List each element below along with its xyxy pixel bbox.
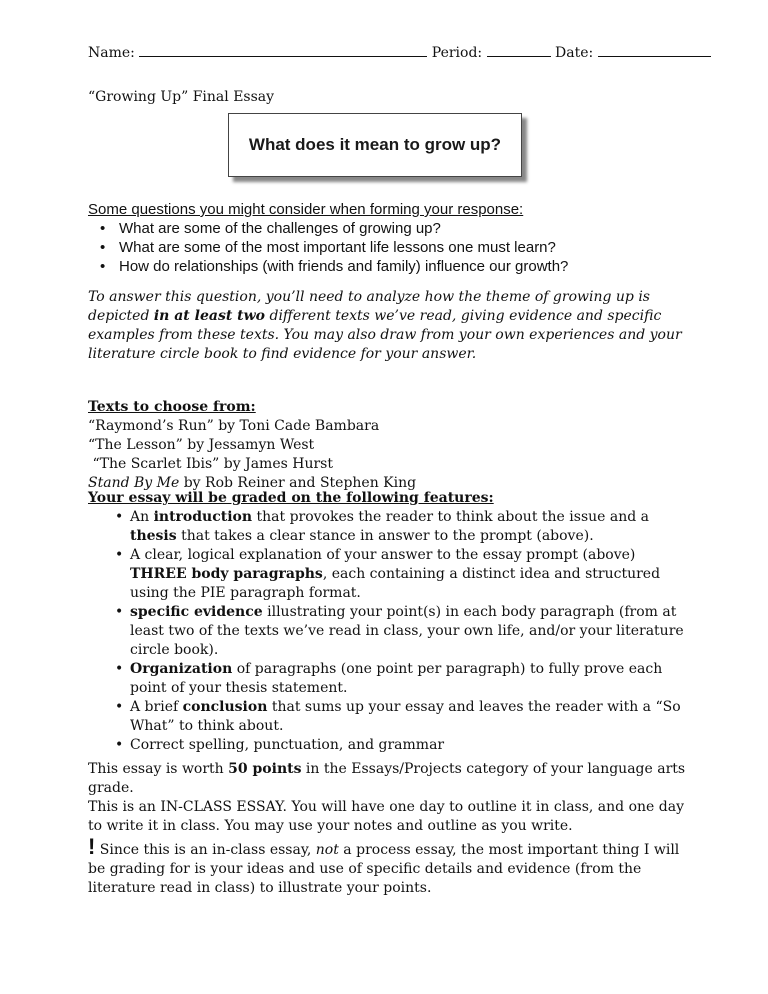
questions-lead: Some questions you might consider when forming your response: — [88, 201, 524, 218]
text-item-credit: by Rob Reiner and Stephen King — [179, 475, 417, 491]
points-value: 50 points — [228, 761, 302, 777]
list-item: • How do relationships (with friends and family) influence our growth? — [88, 257, 688, 276]
header-line — [88, 42, 680, 63]
texts-section — [88, 398, 684, 493]
list-item: • A brief conclusion that sums up your essay and leaves the reader with a “So What” to think about. — [88, 698, 684, 736]
questions-section — [88, 200, 688, 276]
questions-list — [88, 219, 688, 276]
date-label: Date: — [555, 45, 594, 61]
grading-heading: Your essay will be graded on the following features: — [88, 490, 494, 506]
instructions-emphasis: in at least two — [153, 308, 266, 324]
exclamation-icon: ! — [88, 834, 96, 859]
text-item: “The Scarlet Ibis” by James Hurst — [88, 456, 333, 472]
text-item-title: Stand By Me — [88, 475, 180, 491]
list-item: • specific evidence illustrating your point(s) in each body paragraph (from at least two of the texts we’ve read in class, your own life, and/or your literature circle book). — [88, 603, 684, 660]
period-blank[interactable] — [487, 42, 551, 57]
texts-heading: Texts to choose from: — [88, 399, 256, 415]
note-paragraph: ! Since this is an in-class essay, not a process essay, the most important thing I will be grading for is your ideas and use of specific details and evidence (from the literature read in class) to illustrate your points. — [88, 834, 680, 896]
document-title: “Growing Up” Final Essay — [88, 89, 275, 105]
list-item: • Organization of paragraphs (one point per paragraph) to fully prove each point of your thesis statement. — [88, 660, 684, 698]
prompt-box — [228, 113, 522, 177]
prompt-text: What does it mean to grow up? — [248, 135, 502, 154]
grading-section — [88, 489, 684, 755]
date-blank[interactable] — [598, 42, 711, 57]
instructions-text-2: different texts we’ve read, giving evidence and specific examples from these texts. You may also draw from your own experiences and your literature circle book to find evidence for your answer. — [88, 308, 682, 362]
instructions-paragraph — [88, 288, 684, 364]
list-item: • Correct spelling, punctuation, and grammar — [88, 736, 684, 755]
list-item: • An introduction that provokes the reader to think about the issue and a thesis that takes a clear stance in answer to the prompt (above). — [88, 508, 684, 546]
name-blank[interactable] — [139, 42, 427, 57]
name-label: Name: — [88, 45, 135, 61]
instructions-text-1: To answer this question, you’ll need to analyze how the theme of growing up is depicted — [88, 289, 650, 324]
list-item: • What are some of the challenges of growing up? — [88, 219, 688, 238]
in-class-paragraph: This is an IN-CLASS ESSAY. You will have one day to outline it in class, and one day to write it in class. You may use your notes and outline as you write. — [88, 799, 684, 834]
grading-list — [88, 508, 684, 755]
points-paragraph: This essay is worth 50 points in the Essays/Projects category of your language arts grade. — [88, 761, 686, 796]
list-item: • A clear, logical explanation of your answer to the essay prompt (above) THREE body paragraphs, each containing a distinct idea and structured using the PIE paragraph format. — [88, 546, 684, 603]
period-label: Period: — [431, 45, 483, 61]
text-item: “The Lesson” by Jessamyn West — [88, 437, 315, 453]
list-item: • What are some of the most important life lessons one must learn? — [88, 238, 688, 257]
text-item: “Raymond’s Run” by Toni Cade Bambara — [88, 418, 380, 434]
